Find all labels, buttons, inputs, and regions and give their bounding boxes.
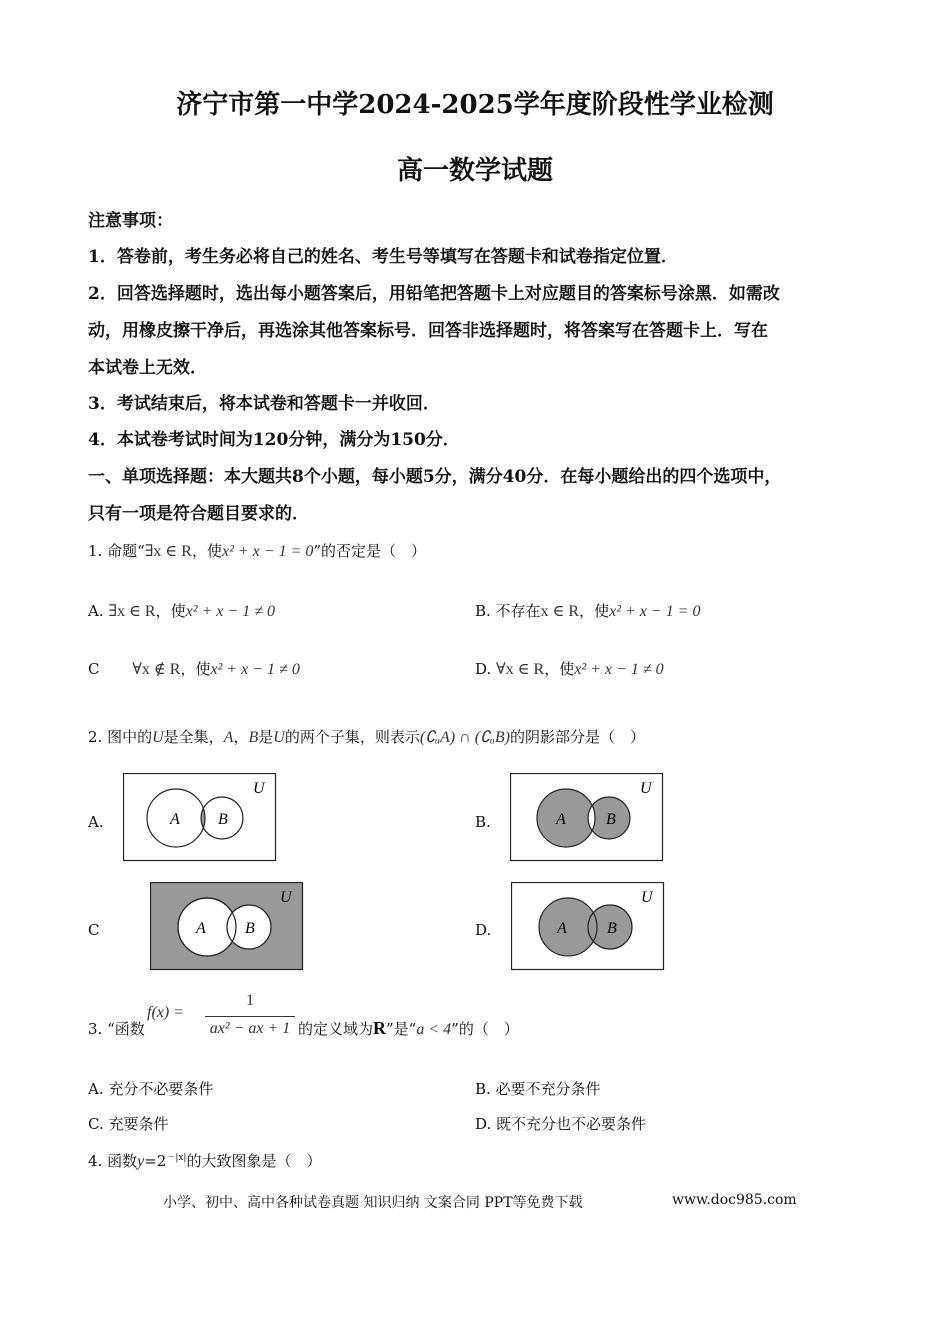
q1-condition: ∃x ∈ R — [144, 543, 192, 560]
question-2-stem: 2. 图中的U是全集，A，B是U的两个子集，则表示(∁ᵤA) ∩ (∁ᵤB)的阴影部分是（ ） — [88, 728, 646, 746]
footer-text: 小学、初中、高中各种试卷真题 知识归纳 文案合同 PPT等免费下载 — [163, 1195, 583, 1211]
exam-title: 济宁市第一中学2024-2025学年度阶段性学业检测 — [176, 90, 774, 120]
q3-option-a: A. 充分不必要条件 — [88, 1080, 214, 1098]
q1-suffix: ”的否定是（ ） — [313, 542, 427, 560]
q3-prefix: 3. “函数 — [88, 1020, 145, 1038]
q2-option-c-label: C — [88, 921, 100, 939]
footer-site[interactable]: www.doc985.com — [672, 1192, 797, 1208]
venn-b-label-b: B — [606, 811, 616, 828]
venn-c-label-b: B — [245, 920, 255, 937]
venn-diagram-d — [511, 882, 665, 971]
notice-item-4: 4．本试卷考试时间为120分钟，满分为150分． — [88, 430, 460, 450]
q2-option-a-label: A. — [88, 813, 104, 831]
q3-denominator: ax² − ax + 1 — [209, 1020, 291, 1037]
q3-function: f(x) = — [147, 1004, 184, 1021]
q3-numerator: 1 — [246, 992, 254, 1009]
notice-item-3: 3．考试结束后，将本试卷和答题卡一并收回． — [88, 394, 440, 414]
q1-option-a: A. ∃x ∈ R，使x² + x − 1 ≠ 0 — [88, 602, 275, 620]
venn-a-label-a: A — [170, 811, 180, 828]
q2-expression: (∁ᵤA) ∩ (∁ᵤB) — [419, 729, 510, 746]
q2-option-b-label: B. — [475, 813, 491, 831]
q1-equation: x² + x − 1 = 0 — [221, 543, 314, 560]
venn-d-label-b: B — [607, 920, 617, 937]
venn-diagram-a — [123, 773, 277, 862]
notice-item-2: 2．回答选择题时，选出每小题答案后，用铅笔把答题卡上对应题目的答案标号涂黑．如需改 — [88, 284, 780, 304]
notice-item-1: 1．答卷前，考生务必将自己的姓名、考生号等填写在答题卡和试卷指定位置． — [88, 247, 678, 267]
q1-prefix: 1. 命题“ — [88, 542, 145, 560]
q1-option-b: B. 不存在x ∈ R，使x² + x − 1 = 0 — [475, 602, 701, 620]
exam-subtitle: 高一数学试题 — [396, 156, 553, 186]
q3-option-b: B. 必要不充分条件 — [475, 1080, 601, 1098]
q3-option-d: D. 既不充分也不必要条件 — [475, 1115, 647, 1133]
venn-b-label-u: U — [640, 780, 652, 797]
q2-option-d-label: D. — [475, 921, 492, 939]
q1-mid: ，使 — [191, 542, 222, 560]
q1-option-d: D. ∀x ∈ R，使x² + x − 1 ≠ 0 — [475, 660, 664, 678]
venn-c-label-u: U — [280, 889, 292, 906]
venn-c-label-a: A — [196, 920, 206, 937]
venn-b-label-a: A — [556, 811, 566, 828]
venn-diagram-b — [510, 773, 664, 862]
venn-diagram-c — [150, 882, 304, 971]
q3-fraction-bar — [205, 1016, 295, 1017]
question-4-stem: 4. 函数$y=2^{-|x|}$的大致图象是（ ） — [88, 1152, 322, 1170]
notice-item-2-end: 本试卷上无效． — [88, 358, 207, 378]
question-1-stem — [88, 540, 426, 561]
venn-d-label-u: U — [641, 889, 653, 906]
venn-d-label-a: A — [557, 920, 567, 937]
section-heading-line1: 一、单项选择题：本大题共8个小题，每小题5分，满分40分．在每小题给出的四个选项中， — [88, 467, 782, 487]
q3-rest: 的定义域为R”是“a < 4”的（ ） — [298, 1018, 519, 1038]
notice-item-2-cont: 动，用橡皮擦干净后，再选涂其他答案标号．回答非选择题时，将答案写在答题卡上．写在 — [88, 321, 768, 341]
q1-option-c: C ∀x ∉ R，使x² + x − 1 ≠ 0 — [88, 660, 300, 678]
q3-option-c: C. 充要条件 — [88, 1115, 169, 1133]
notice-heading: 注意事项： — [88, 211, 173, 231]
venn-a-label-b: B — [218, 811, 228, 828]
venn-a-label-u: U — [253, 780, 265, 797]
section-heading-line2: 只有一项是符合题目要求的． — [88, 504, 309, 524]
